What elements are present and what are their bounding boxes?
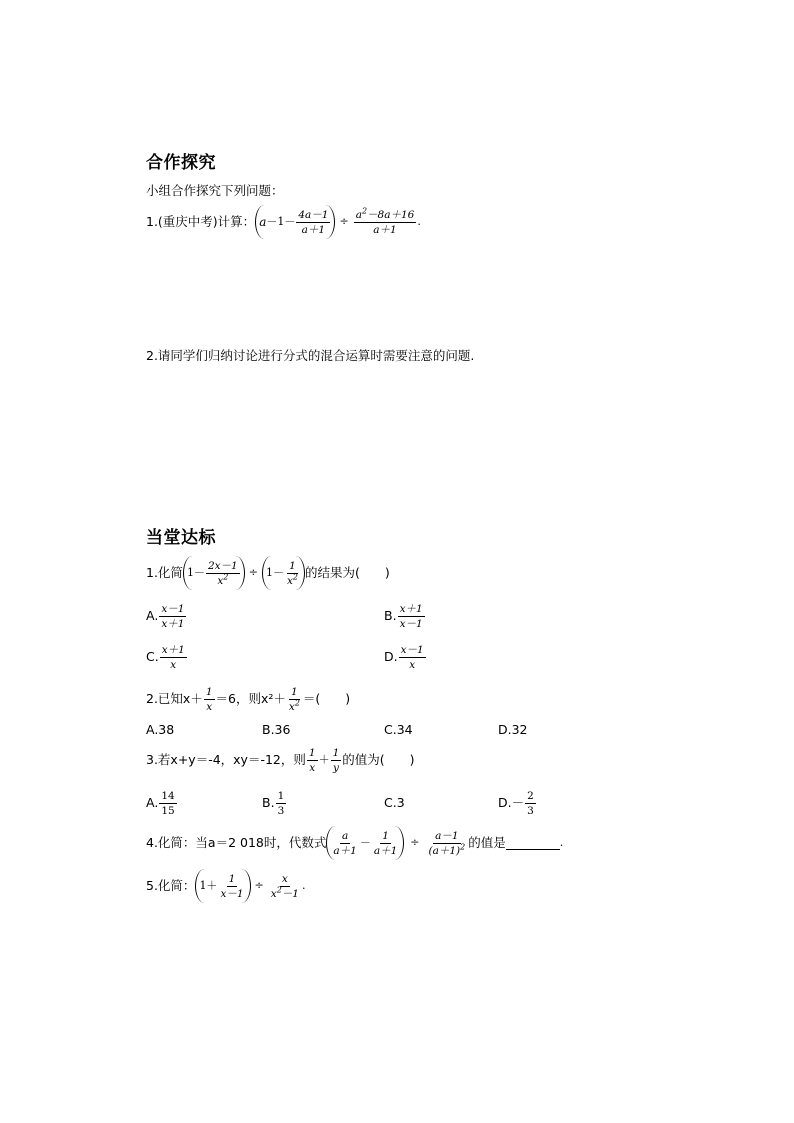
math-fraction: $\frac{x-1}{x+1}$ — [161, 602, 185, 630]
question-prefix: 1.化简 — [146, 565, 183, 580]
explore-intro: 小组合作探究下列问题： — [146, 183, 284, 198]
option-b: B.36 — [262, 722, 291, 737]
practice-question-1: 1.化简 1－ $\frac{2x-1}{x^2}$ ÷ 1－ $\frac{1}{x^2}$ 的结果为( ) — [146, 555, 390, 591]
question-prefix: 1.(重庆中考)计算： — [146, 214, 256, 229]
option-c: C.34 — [384, 722, 413, 737]
math-fraction: $\frac{x+1}{x-1}$ — [399, 602, 423, 630]
option-a: A. $\frac{14}{15}$ — [146, 789, 175, 817]
math-parenthesis: 1＋ $\frac{1}{x-1}$ — [195, 869, 250, 903]
option-c: C.3 — [384, 795, 405, 810]
math-fraction: $\frac{1}{x^2}$ — [288, 685, 300, 713]
math-fraction: $\frac{1}{3}$ — [277, 789, 285, 817]
math-fraction: $\frac{a^2-8a+16}{a+1}$ — [355, 206, 415, 236]
practice-question-4: 4.化简：当a＝2 018时，代数式 $\frac{a}{a+1}$ － $\frac{1}{a+1}$ ÷ $\frac{a-1}{(a+1)^2}$ 的值是 . — [146, 824, 563, 862]
math-parenthesis: 1－ $\frac{2x-1}{x^2}$ — [183, 556, 245, 590]
explore-question-2: 2.请同学们归纳讨论进行分式的混合运算时需要注意的问题. — [146, 348, 475, 363]
math-fraction: $\frac{2}{3}$ — [527, 789, 534, 817]
math-parenthesis: a －1－ $\frac{4a-1}{a+1}$ — [255, 205, 335, 239]
math-fraction: $\frac{14}{15}$ — [161, 789, 175, 817]
answer-blank[interactable] — [506, 837, 560, 850]
math-fraction: $\frac{1}{x-1}$ — [220, 872, 244, 900]
section-title-explore: 合作探究 — [146, 153, 216, 173]
math-fraction: $\frac{x}{x^2-1}$ — [270, 872, 299, 900]
math-fraction: $\frac{2x-1}{x^2}$ — [207, 559, 238, 587]
math-fraction: $\frac{1}{x}$ — [205, 685, 213, 713]
option-d: D.32 — [498, 722, 528, 737]
math-fraction: $\frac{4a-1}{a+1}$ — [298, 208, 329, 236]
option-d: D. $\frac{x-1}{x}$ — [384, 643, 424, 671]
math-fraction: $\frac{1}{y}$ — [332, 746, 340, 774]
math-fraction: $\frac{x+1}{x}$ — [161, 643, 185, 671]
option-c: C. $\frac{x+1}{x}$ — [146, 643, 185, 671]
option-a: A. $\frac{x-1}{x+1}$ — [146, 602, 185, 630]
option-b: B. $\frac{x+1}{x-1}$ — [384, 602, 423, 630]
practice-question-2: 2.已知x＋ $\frac{1}{x}$ ＝6，则x²＋ $\frac{1}{x^2}$ ＝( ) — [146, 685, 351, 713]
question-suffix: 的结果为( ) — [304, 565, 390, 580]
math-fraction: $\frac{x-1}{x}$ — [400, 643, 424, 671]
math-parenthesis: 1－ $\frac{1}{x^2}$ — [262, 556, 305, 590]
practice-question-5: 5.化简： 1＋ $\frac{1}{x-1}$ ÷ $\frac{x}{x^2-1}$ . — [146, 868, 305, 904]
option-d: D.－ $\frac{2}{3}$ — [498, 789, 534, 817]
math-fraction: $\frac{a-1}{(a+1)^2}$ — [428, 829, 466, 857]
math-fraction: $\frac{1}{x^2}$ — [286, 559, 298, 587]
option-a: A.38 — [146, 722, 175, 737]
math-fraction: $\frac{a}{a+1}$ — [333, 829, 357, 857]
section-title-practice: 当堂达标 — [146, 528, 216, 548]
practice-question-3: 3.若x+y＝-4，xy＝-12，则 $\frac{1}{x}$ ＋ $\frac{1}{y}$ 的值为( ) — [146, 746, 415, 774]
math-parenthesis: $\frac{a}{a+1}$ － $\frac{1}{a+1}$ — [326, 826, 404, 860]
math-fraction: $\frac{1}{a+1}$ — [373, 829, 398, 857]
math-fraction: $\frac{1}{x}$ — [308, 746, 316, 774]
option-b: B. $\frac{1}{3}$ — [262, 789, 285, 817]
explore-question-1: 1.(重庆中考)计算： a －1－ $\frac{4a-1}{a+1}$ ÷ $\frac{a^2-8a+16}{a+1}$ . — [146, 204, 421, 240]
